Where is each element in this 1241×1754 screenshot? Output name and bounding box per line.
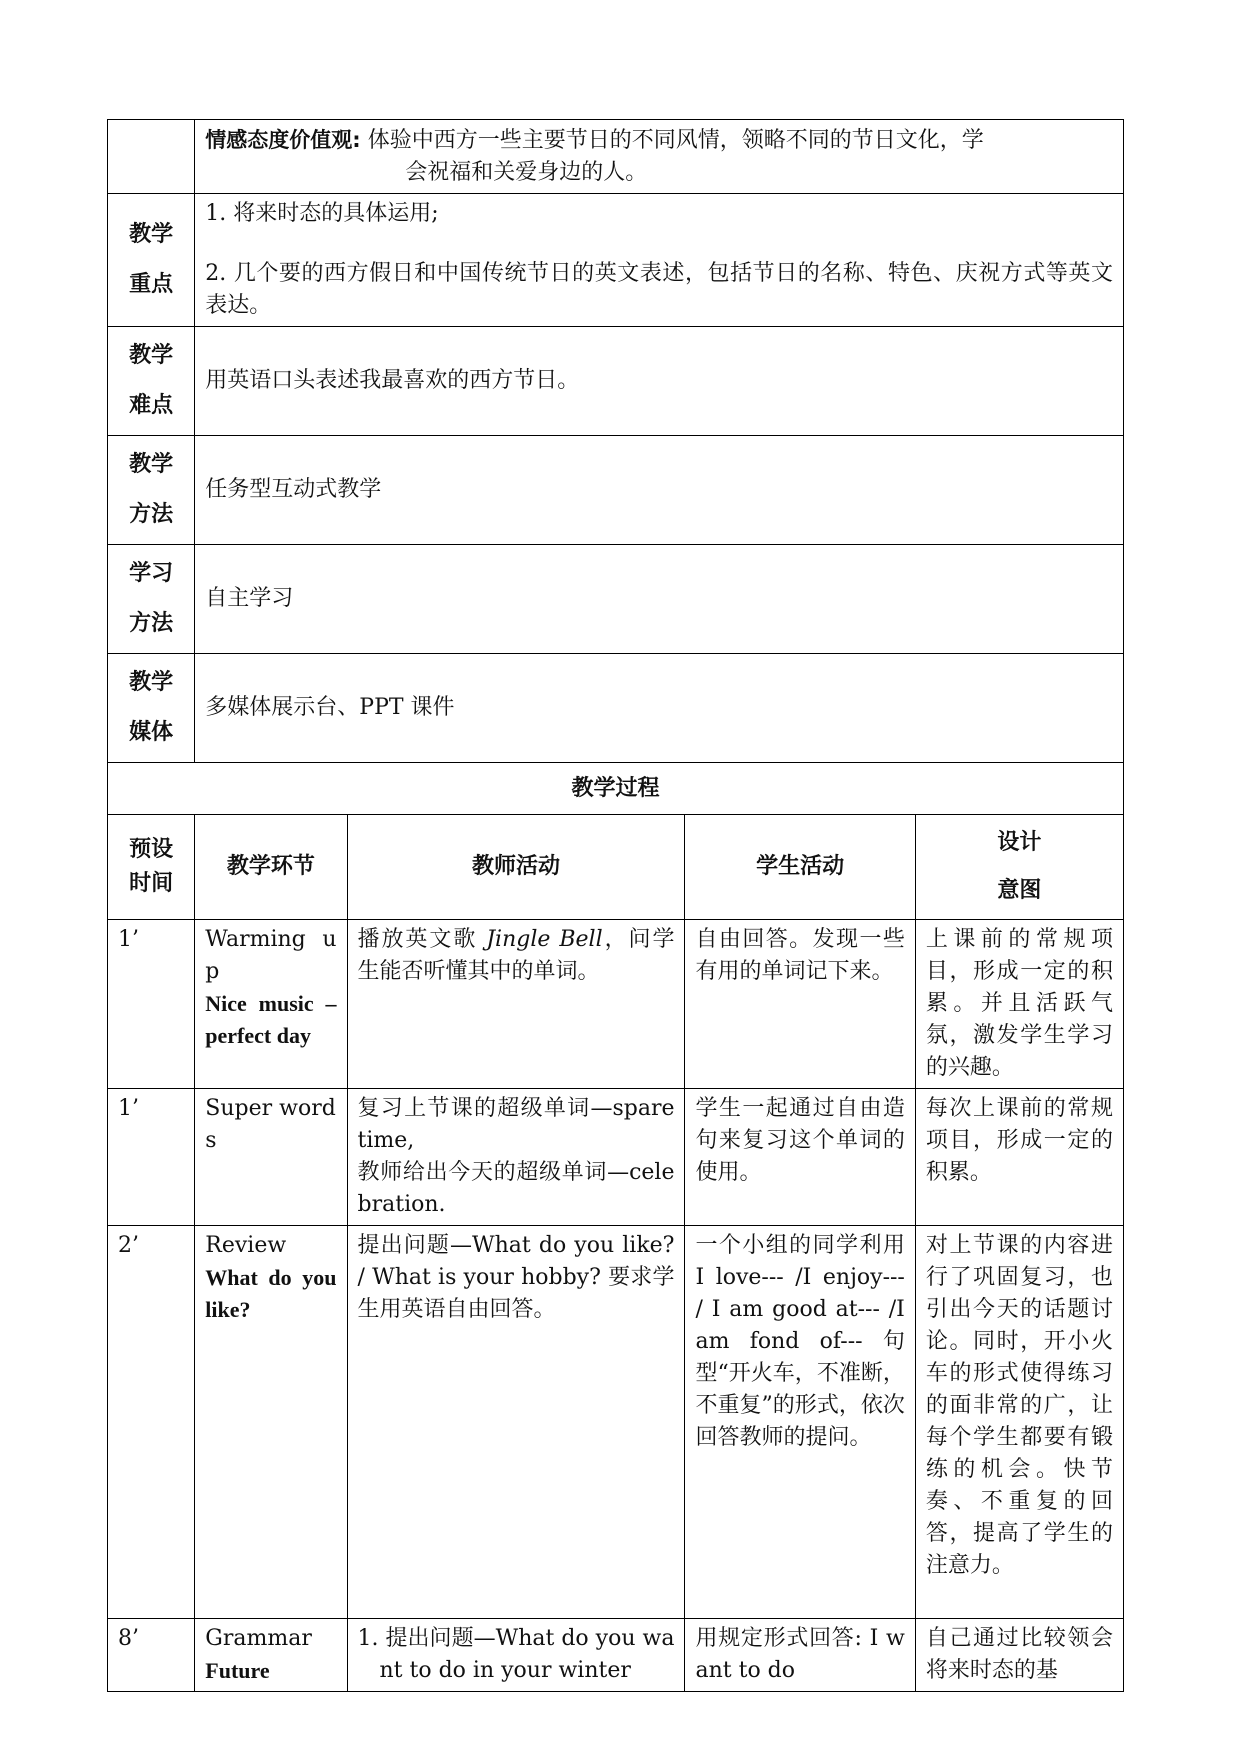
affective-text-1: 体验中西方一些主要节日的不同风情，领略不同的节日文化，学 [367,128,984,153]
row-teacher-pre: 播放英文歌 [357,927,487,952]
media-label-2: 媒体 [129,720,174,745]
header-time [108,815,195,920]
study-method-row [108,545,1124,654]
row-stage-plain: Grammar [205,1626,312,1651]
difficulty-text: 用英语口头表述我最喜欢的西方节日。 [195,327,1124,436]
key-point-1: 1. 将来时态的具体运用; [205,201,439,226]
media-text: 多媒体展示台、PPT 课件 [195,654,1124,763]
affective-goals-row [108,120,1124,194]
method-text: 任务型互动式教学 [195,436,1124,545]
row-teacher [347,1089,685,1226]
process-title: 教学过程 [108,763,1124,815]
media-label-1: 教学 [129,670,174,695]
method-label-2: 方法 [129,502,174,527]
row-design: 对上节课的内容进行了巩固复习，也引出今天的话题讨论。同时，开小火车的形式使得练习的面非常的广，让每个学生都要有锻练的机会。快节奏、不重复的回答，提高了学生的注意力。 [915,1226,1123,1619]
key-points-cell [195,194,1124,327]
row-stage-plain: Super words [205,1096,336,1153]
header-time-1: 预设 [129,837,174,862]
header-design [915,815,1123,920]
row-stage-bold: Future [205,1658,270,1683]
header-design-2: 意图 [997,878,1042,903]
process-row [108,920,1124,1089]
row-stage [195,920,347,1089]
difficulty-label [108,327,195,436]
row-stage [195,1619,347,1692]
difficulty-label-2: 难点 [129,393,174,418]
song-title: Jingle Bell [486,927,603,952]
row-teacher-line-2: 教师给出今天的超级单词—celebration. [357,1160,675,1217]
row-design: 上课前的常规项目，形成一定的积累。并且活跃气氛，激发学生学习的兴趣。 [915,920,1123,1089]
row-teacher-post: ，问学生能否听懂其中的单词。 [357,927,675,984]
study-method-label [108,545,195,654]
process-row [108,1089,1124,1226]
row-student: 一个小组的同学利用 I love--- /I enjoy--- / I am good at--- /I am fond of--- 句型“开火车，不准断，不重复”的形式，依次回答教师的提问。 [685,1226,915,1619]
row-stage-bold: Nice music – perfect day [205,991,337,1048]
study-method-label-1: 学习 [129,561,174,586]
affective-goals-cell [195,120,1124,194]
row-teacher: 提出问题—What do you like? / What is your hobby? 要求学生用英语自由回答。 [347,1226,685,1619]
process-row [108,1619,1124,1692]
key-points-label [108,194,195,327]
header-stage: 教学环节 [195,815,347,920]
method-label [108,436,195,545]
study-method-text: 自主学习 [195,545,1124,654]
difficulty-row [108,327,1124,436]
empty-label-cell [108,120,195,194]
process-title-row [108,763,1124,815]
header-design-1: 设计 [997,830,1042,855]
row-teacher [347,1619,685,1692]
row-teacher-line-1: 复习上节课的超级单词—spare time, [357,1096,675,1153]
row-time: 8’ [108,1619,195,1692]
row-design: 每次上课前的常规项目，形成一定的积累。 [915,1089,1123,1226]
row-design: 自己通过比较领会将来时态的基 [915,1619,1123,1692]
row-teacher [347,920,685,1089]
study-method-label-2: 方法 [129,611,174,636]
lesson-plan-table [107,119,1124,1692]
row-student: 自由回答。发现一些有用的单词记下来。 [685,920,915,1089]
key-points-row [108,194,1124,327]
row-time: 2’ [108,1226,195,1619]
header-teacher: 教师活动 [347,815,685,920]
row-stage-plain: Warming up [205,927,337,984]
row-teacher-item: 1. 提出问题—What do you want to do in your winter [357,1626,675,1683]
media-label [108,654,195,763]
method-label-1: 教学 [129,452,174,477]
affective-text-2: 会祝福和关爱身边的人。 [405,160,648,185]
header-time-2: 时间 [129,871,174,896]
row-stage [195,1089,347,1226]
media-row [108,654,1124,763]
row-stage-plain: Review [205,1233,287,1258]
method-row [108,436,1124,545]
process-header-row [108,815,1124,920]
row-time: 1’ [108,1089,195,1226]
key-points-label-2: 重点 [129,272,174,297]
row-stage-bold: What do you like? [205,1265,337,1322]
row-student: 学生一起通过自由造句来复习这个单词的使用。 [685,1089,915,1226]
affective-label: 情感态度价值观: [205,128,361,152]
row-student: 用规定形式回答: I want to do [685,1619,915,1692]
difficulty-label-1: 教学 [129,343,174,368]
process-row [108,1226,1124,1619]
key-points-label-1: 教学 [129,222,174,247]
header-student: 学生活动 [685,815,915,920]
key-point-2: 2. 几个要的西方假日和中国传统节日的英文表述，包括节日的名称、特色、庆祝方式等英文表达。 [205,261,1113,318]
row-stage [195,1226,347,1619]
row-time: 1’ [108,920,195,1089]
